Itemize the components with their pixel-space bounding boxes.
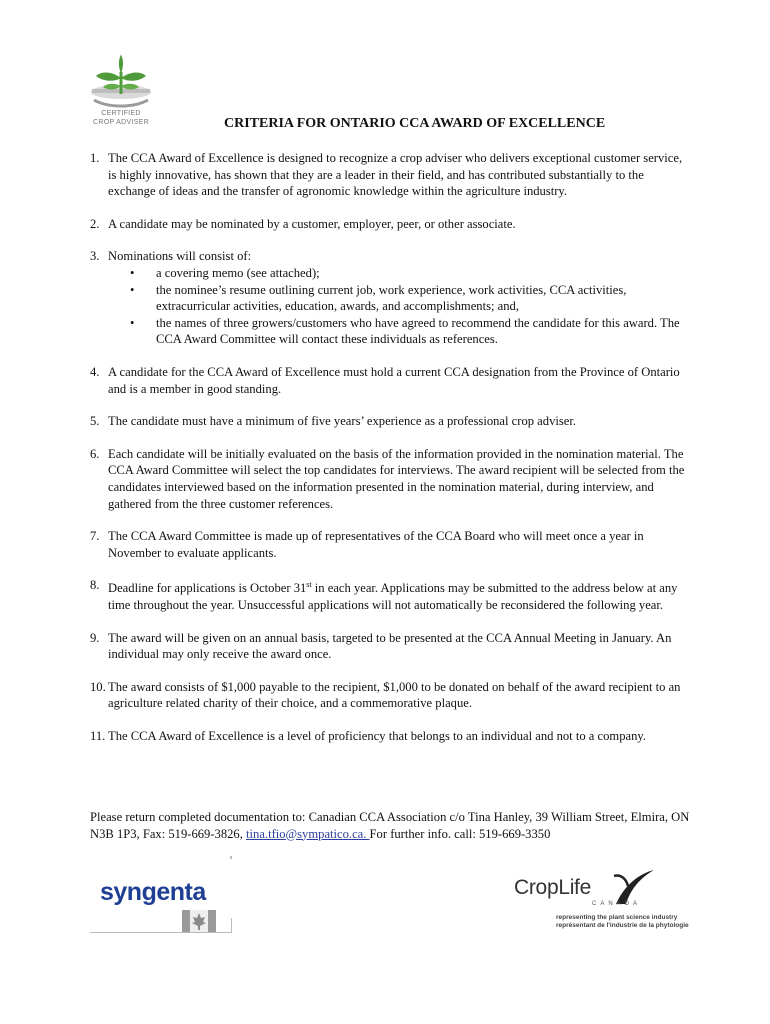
item-number: 4. (90, 364, 100, 379)
bullet-icon: • (130, 282, 135, 297)
item-text: The CCA Award of Excellence is a level of proficiency that belongs to an individual and not to a company. (108, 729, 647, 744)
nomination-bullets (108, 265, 690, 348)
item-number: 3. (90, 249, 100, 264)
item-number: 5. (90, 414, 100, 429)
croplife-country: CANADA (592, 901, 642, 907)
bullet-item: • the nominee’s resume outlining current job, work experience, work activities, CCA activities, extracurricular activities, education, awards, and accomplishments; and, (130, 282, 627, 314)
item-number: 7. (90, 529, 100, 544)
criteria-item (90, 577, 690, 613)
item-text: The CCA Award of Excellence is designed to recognize a crop adviser who delivers exceptional customer service, is highly innovative, has shown that they are a leader in their field, and has contributed substantially to the exchange of ideas and the transfer of agronomic knowledge within the agriculture industry. (108, 151, 683, 199)
criteria-item (90, 446, 690, 512)
cca-leaf-icon (86, 52, 156, 110)
divider-mark (230, 856, 232, 859)
syngenta-logo (100, 868, 234, 934)
item-number: 10. (90, 679, 106, 694)
item-text: Deadline for applications is October 31st in each year. Applications may be submitted to the address below at any time throughout the year. Unsuccessful applications will not automatically be reconsidered the following year. (108, 580, 678, 613)
criteria-item (90, 528, 690, 561)
croplife-tagline-en: representing the plant science industry (556, 914, 678, 921)
criteria-item (90, 679, 690, 712)
item-text: A candidate for the CCA Award of Excellence must hold a current CCA designation from the Province of Ontario and is a member in good standing. (108, 364, 680, 396)
croplife-tagline-fr: représentant de l'industrie de la phytologie (556, 922, 689, 929)
divider-line (90, 932, 231, 933)
criteria-item (90, 150, 690, 200)
bullet-item: • the names of three growers/customers who have agreed to recommend the candidate for this award. The CCA Award Committee will contact these individuals as references. (130, 315, 680, 347)
divider-line (231, 918, 232, 933)
email-link[interactable]: tina.tfio@sympatico.ca. (246, 826, 370, 841)
criteria-item (90, 364, 690, 397)
criteria-list (90, 150, 690, 761)
cca-caption-crop-adviser: CROP ADVISER (93, 119, 149, 126)
item-number: 8. (90, 578, 100, 593)
page-title: CRITERIA FOR ONTARIO CCA AWARD OF EXCELLENCE (224, 116, 606, 131)
item-number: 9. (90, 630, 100, 645)
bullet-icon: • (130, 265, 135, 280)
cca-logo (86, 52, 156, 134)
item-text: Nominations will consist of: (108, 249, 252, 264)
item-text: Each candidate will be initially evaluated on the basis of the information provided in the nomination material. The CCA Award Committee will select the top candidates for interviews. The award recipient will be selected from the candidates interviewed based on the information presented in the nomination material, during interview, and gathered from the three customer references. (108, 446, 685, 511)
item-number: 6. (90, 446, 100, 461)
criteria-item (90, 728, 690, 745)
item-number: 2. (90, 216, 100, 231)
bullet-icon: • (130, 315, 135, 330)
item-text: The award consists of $1,000 payable to the recipient, $1,000 to be donated on behalf of the award recipient to an agriculture related charity of their choice, and a commemorative plaque. (108, 679, 681, 711)
criteria-item (90, 630, 690, 663)
criteria-item (90, 413, 690, 430)
croplife-logo (514, 868, 714, 938)
item-number: 1. (90, 151, 100, 165)
syngenta-wordmark: syngenta (100, 878, 206, 906)
return-instructions: Please return completed documentation to: Canadian CCA Association c/o Tina Hanley, 39 William Street, Elmira, ON N3B 1P3, Fax: 519-669-3826, tina.tfio@sympatico.ca. For further info. call: 519-669-3350 (90, 810, 690, 841)
cca-caption-certified: CERTIFIED (101, 110, 141, 117)
item-text: The candidate must have a minimum of five years’ experience as a professional crop adviser. (108, 414, 577, 429)
criteria-item (90, 248, 690, 348)
item-text: A candidate may be nominated by a customer, employer, peer, or other associate. (108, 216, 516, 231)
item-text: The award will be given on an annual basis, targeted to be presented at the CCA Annual Meeting in January. An individual may only receive the award once. (108, 630, 672, 662)
bullet-item: • a covering memo (see attached); (130, 265, 320, 280)
criteria-item (90, 216, 690, 233)
croplife-wordmark: CropLife (514, 876, 591, 899)
item-text: The CCA Award Committee is made up of representatives of the CCA Board who will meet once a year in November to evaluate applicants. (108, 529, 644, 560)
canada-flag-icon (182, 910, 216, 932)
item-number: 11. (90, 729, 106, 744)
